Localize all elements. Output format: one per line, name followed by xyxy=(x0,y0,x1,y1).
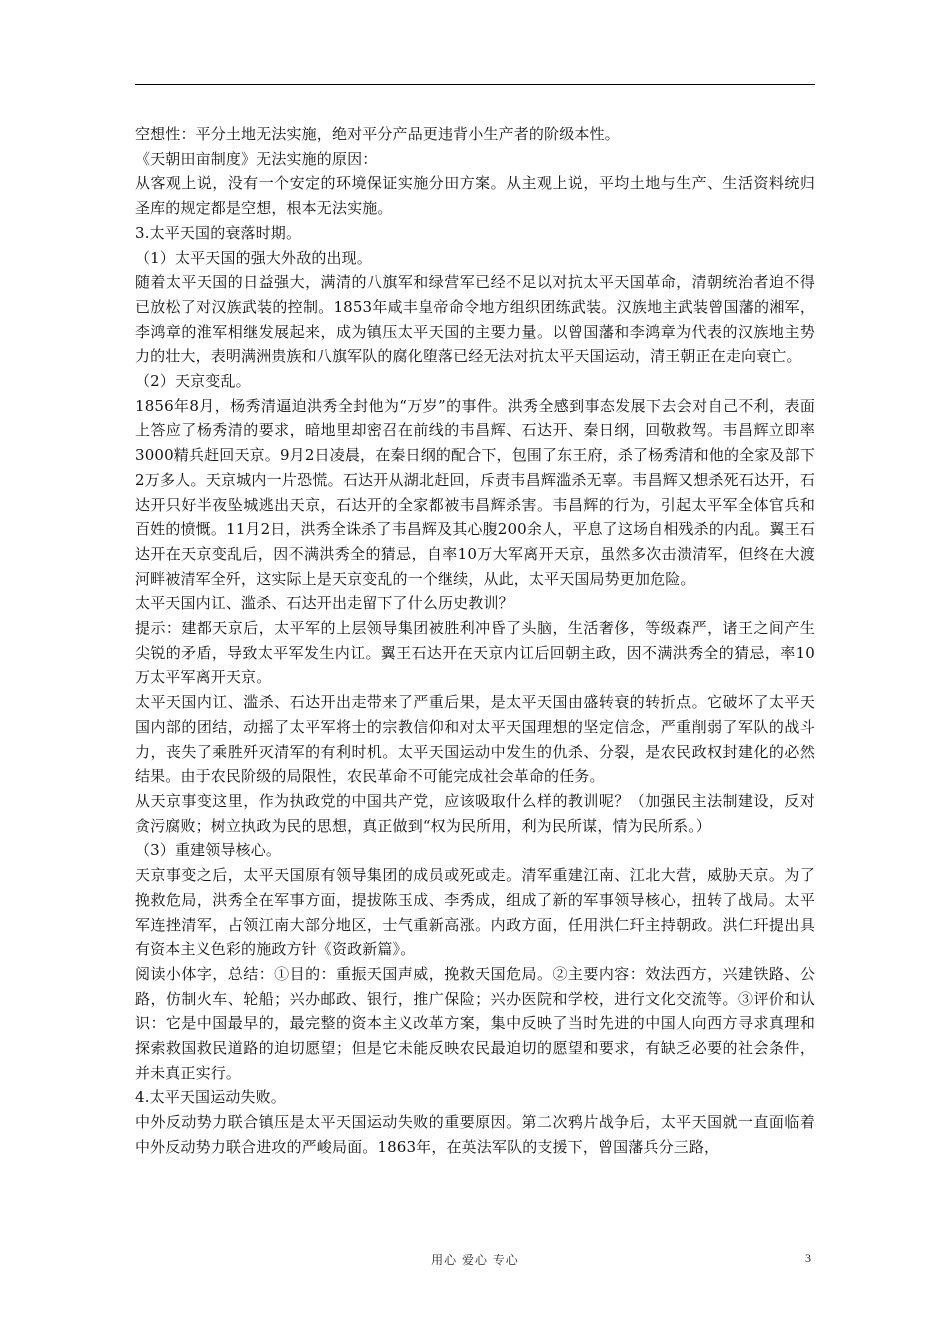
paragraph: 从客观上说，没有一个安定的环境保证实施分田方案。从主观上说，平均土地与生产、生活资料统归圣库的规定都是空想，根本无法实施。 xyxy=(135,174,815,218)
page-number: 3 xyxy=(805,1251,811,1265)
subsection-heading: （2）天京变乱。 xyxy=(135,372,251,391)
paragraph: 随着太平天国的日益强大，满清的八旗军和绿营军已经不足以对抗太平天国革命，清朝统治者迫不得已放松了对汉族武装的控制。1853年咸丰皇帝命令地方组织团练武装。汉族地主武装曾国藩的湘军，李鸿章的淮军相继发展起来，成为镇压太平天国的主要力量。以曾国藩和李鸿章为代表的汉族地主势力的壮大，表明满洲贵族和八旗军队的腐化堕落已经无法对抗太平天国运动，清王朝正在走向衰亡。 xyxy=(135,273,815,366)
section-heading: 3.太平天国的衰落时期。 xyxy=(135,223,302,242)
paragraph: 天京事变之后，太平天国原有领导集团的成员或死或走。清军重建江南、江北大营，威胁天京。为了挽救危局，洪秀全在军事方面，提拔陈玉成、李秀成，组成了新的军事领导核心，扭转了战局。太平军连挫清军，占领江南大部分地区，士气重新高涨。内政方面，任用洪仁玕主持朝政。洪仁玕提出具有资本主义色彩的施政方针《资政新篇》。 xyxy=(135,866,815,959)
paragraph: 提示：建都天京后，太平军的上层领导集团被胜利冲昏了头脑，生活奢侈，等级森严，诸王之间产生尖锐的矛盾，导致太平军发生内讧。翼王石达开在天京内讧后回朝主政，因不满洪秀全的猜忌，率10万太平军离开天京。 xyxy=(135,619,815,687)
paragraph: 《天朝田亩制度》无法实施的原因： xyxy=(135,149,378,168)
question: 太平天国内讧、滥杀、石达开出走留下了什么历史教训？ xyxy=(135,594,514,613)
subsection-heading: （1）太平天国的强大外敌的出现。 xyxy=(135,248,372,267)
footer-motto: 用心 爱心 专心 xyxy=(431,1253,519,1267)
paragraph: 太平天国内讧、滥杀、石达开出走带来了严重后果，是太平天国由盛转衰的转折点。它破坏了太平天国内部的团结，动摇了太平军将士的宗教信仰和对太平天国理想的坚定信念，严重削弱了军队的战斗力，丧失了乘胜歼灭清军的有利时机。太平天国运动中发生的仇杀、分裂，是农民政权封建化的必然结果。由于农民阶级的局限性，农民革命不可能完成社会革命的任务。 xyxy=(135,693,815,786)
paragraph: 中外反动势力联合镇压是太平天国运动失败的重要原因。第二次鸦片战争后，太平天国就一直面临着中外反动势力联合进攻的严峻局面。1863年，在英法军队的支援下，曾国藩兵分三路， xyxy=(135,1113,815,1156)
document-body xyxy=(135,122,815,1160)
paragraph: 阅读小体字，总结：①目的：重振天国声威，挽救天国危局。②主要内容：效法西方，兴建铁路、公路，仿制火车、轮船；兴办邮政、银行，推广保险；兴办医院和学校，进行文化交流等。③评价和认识：它是中国最早的，最完整的资本主义改革方案，集中反映了当时先进的中国人向西方寻求真理和探索救国救民道路的迫切愿望；但是它未能反映农民最迫切的愿望和要求，有缺乏必要的社会条件，并未真正实行。 xyxy=(135,964,815,1082)
paragraph: 1856年8月，杨秀清逼迫洪秀全封他为“万岁”的事件。洪秀全感到事态发展下去会对自己不利，表面上答应了杨秀清的要求，暗地里却密召在前线的韦昌辉、石达开、秦日纲，回敬救驾。韦昌辉立即率3000精兵赶回天京。9月2日凌晨，在秦日纲的配合下，包围了东王府，杀了杨秀清和他的全家及部下2万多人。天京城内一片恐慌。石达开从湖北赶回，斥责韦昌辉滥杀无辜。韦昌辉又想杀死石达开，石达开只好半夜坠城逃出天京，石达开的全家都被韦昌辉杀害。韦昌辉的行为，引起太平军全体官兵和百姓的愤慨。11月2日，洪秀全诛杀了韦昌辉及其心腹200余人，平息了这场自相残杀的内乱。翼王石达开在天京变乱后，因不满洪秀全的猜忌，自率10万大军离开天京，虽然多次击溃清军，但终在大渡河畔被清军全歼，这实际上是天京变乱的一个继续，从此，太平天国局势更加危险。 xyxy=(135,396,815,588)
paragraph: 空想性：平分土地无法实施，绝对平分产品更违背小生产者的阶级本性。 xyxy=(135,125,620,143)
paragraph: 从天京事变这里，作为执政党的中国共产党，应该吸取什么样的教训呢？（加强民主法制建设，反对贪污腐败；树立执政为民的思想，真正做到“权为民所用，利为民所谋，情为民所系。） xyxy=(135,791,815,835)
header-rule xyxy=(135,84,815,85)
section-heading: 4.太平天国运动失败。 xyxy=(135,1088,286,1107)
subsection-heading: （3）重建领导核心。 xyxy=(135,841,282,860)
